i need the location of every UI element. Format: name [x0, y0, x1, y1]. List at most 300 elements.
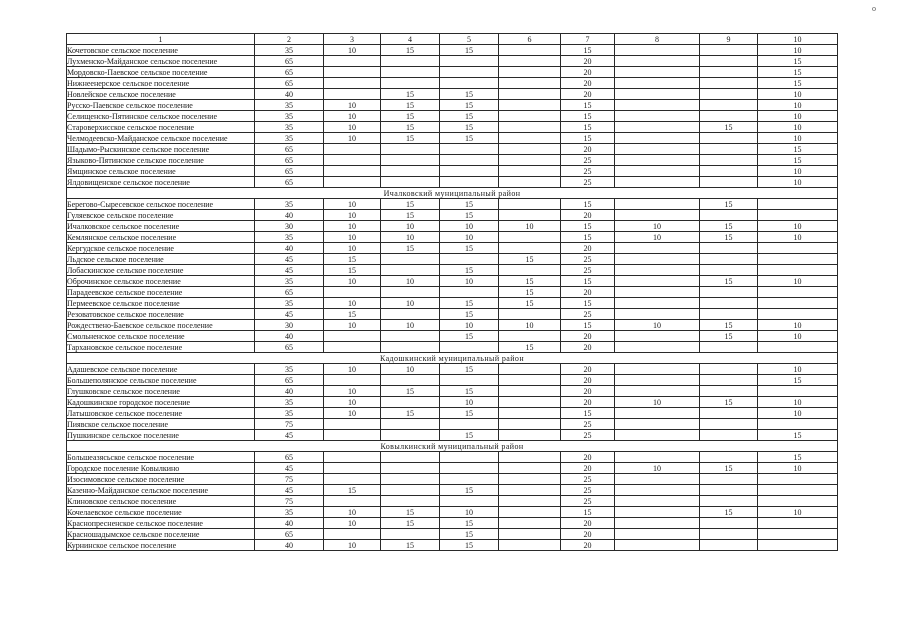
rate-cell-col-4 — [381, 496, 440, 507]
settlement-name-cell: Пиявское сельское поселение — [67, 419, 255, 430]
settlement-name-cell: Изосимовское сельское поселение — [67, 474, 255, 485]
rate-cell-col-5: 15 — [440, 485, 499, 496]
column-number-2: 2 — [255, 34, 324, 45]
rate-cell-col-2: 65 — [255, 452, 324, 463]
rate-cell-col-6 — [499, 529, 561, 540]
settlement-name-cell: Кочелаевское сельское поселение — [67, 507, 255, 518]
rate-cell-col-9: 15 — [700, 463, 758, 474]
rate-cell-col-4 — [381, 342, 440, 353]
rate-cell-col-8: 10 — [615, 397, 700, 408]
rate-cell-col-7: 15 — [561, 122, 615, 133]
rate-cell-col-6 — [499, 133, 561, 144]
settlement-name-cell: Ичалковское сельское поселение — [67, 221, 255, 232]
rate-cell-col-5: 10 — [440, 397, 499, 408]
rate-cell-col-10: 10 — [758, 89, 838, 100]
rate-cell-col-6: 15 — [499, 254, 561, 265]
rate-cell-col-9 — [700, 210, 758, 221]
settlement-name-cell: Челмодеевско-Майданское сельское поселение — [67, 133, 255, 144]
table-row — [67, 144, 838, 155]
settlement-name-cell: Селищенско-Пятинское сельское поселение — [67, 111, 255, 122]
rate-cell-col-8: 10 — [615, 463, 700, 474]
rate-cell-col-3: 10 — [324, 540, 381, 551]
rate-cell-col-4 — [381, 331, 440, 342]
rate-cell-col-10: 10 — [758, 133, 838, 144]
rate-cell-col-4: 15 — [381, 122, 440, 133]
rate-cell-col-4 — [381, 452, 440, 463]
table-row — [67, 210, 838, 221]
rate-cell-col-5: 15 — [440, 331, 499, 342]
rate-cell-col-3: 15 — [324, 265, 381, 276]
rate-cell-col-8 — [615, 529, 700, 540]
table-row — [67, 419, 838, 430]
rate-cell-col-3 — [324, 56, 381, 67]
rate-cell-col-7: 20 — [561, 518, 615, 529]
rate-cell-col-8 — [615, 364, 700, 375]
rate-cell-col-5: 15 — [440, 529, 499, 540]
rate-cell-col-2: 35 — [255, 199, 324, 210]
table-row — [67, 287, 838, 298]
rate-cell-col-9 — [700, 89, 758, 100]
settlement-name-cell: Ялдовищенское сельское поселение — [67, 177, 255, 188]
rate-cell-col-8 — [615, 111, 700, 122]
rate-cell-col-4 — [381, 463, 440, 474]
rate-cell-col-8 — [615, 452, 700, 463]
rate-cell-col-2: 35 — [255, 232, 324, 243]
rate-cell-col-2: 75 — [255, 496, 324, 507]
rate-cell-col-3 — [324, 78, 381, 89]
rate-cell-col-7: 20 — [561, 375, 615, 386]
rate-cell-col-6 — [499, 375, 561, 386]
rate-cell-col-7: 25 — [561, 309, 615, 320]
rate-cell-col-7: 15 — [561, 111, 615, 122]
rate-cell-col-4 — [381, 177, 440, 188]
table-row — [67, 309, 838, 320]
settlement-name-cell: Староверхисское сельское поселение — [67, 122, 255, 133]
table-row — [67, 243, 838, 254]
table-row — [67, 364, 838, 375]
rate-cell-col-5: 15 — [440, 199, 499, 210]
rate-cell-col-2: 45 — [255, 265, 324, 276]
rate-cell-col-2: 75 — [255, 474, 324, 485]
rate-cell-col-9 — [700, 287, 758, 298]
rate-cell-col-6: 15 — [499, 298, 561, 309]
rate-cell-col-10 — [758, 210, 838, 221]
rate-cell-col-7: 20 — [561, 56, 615, 67]
rate-cell-col-3: 15 — [324, 254, 381, 265]
rate-cell-col-3: 10 — [324, 221, 381, 232]
rate-cell-col-7: 20 — [561, 210, 615, 221]
rate-cell-col-7: 15 — [561, 276, 615, 287]
rate-cell-col-5 — [440, 342, 499, 353]
rate-cell-col-6 — [499, 155, 561, 166]
rate-cell-col-8 — [615, 386, 700, 397]
table-row — [67, 474, 838, 485]
rate-cell-col-10: 10 — [758, 166, 838, 177]
rate-cell-col-4 — [381, 287, 440, 298]
rate-cell-col-5: 15 — [440, 430, 499, 441]
table-row — [67, 386, 838, 397]
rate-cell-col-3 — [324, 529, 381, 540]
rate-cell-col-3: 10 — [324, 199, 381, 210]
settlement-name-cell: Пермеевское сельское поселение — [67, 298, 255, 309]
rate-cell-col-4: 10 — [381, 364, 440, 375]
rate-cell-col-7: 15 — [561, 320, 615, 331]
rate-cell-col-8 — [615, 243, 700, 254]
rate-cell-col-10: 10 — [758, 177, 838, 188]
rate-cell-col-4: 15 — [381, 89, 440, 100]
rate-cell-col-3: 10 — [324, 276, 381, 287]
rate-cell-col-3: 10 — [324, 507, 381, 518]
rate-cell-col-3 — [324, 430, 381, 441]
table-row — [67, 496, 838, 507]
rate-cell-col-9: 15 — [700, 232, 758, 243]
rate-cell-col-3: 10 — [324, 298, 381, 309]
table-row — [67, 507, 838, 518]
rate-cell-col-8 — [615, 507, 700, 518]
rate-cell-col-5: 10 — [440, 507, 499, 518]
rate-cell-col-10: 15 — [758, 452, 838, 463]
rate-cell-col-3 — [324, 452, 381, 463]
rate-cell-col-9 — [700, 166, 758, 177]
rate-cell-col-8 — [615, 430, 700, 441]
rate-cell-col-9 — [700, 342, 758, 353]
rate-cell-col-9 — [700, 298, 758, 309]
table-row — [67, 45, 838, 56]
rate-cell-col-7: 15 — [561, 100, 615, 111]
rate-cell-col-9 — [700, 430, 758, 441]
rate-cell-col-7: 20 — [561, 331, 615, 342]
rate-cell-col-7: 15 — [561, 507, 615, 518]
rate-cell-col-7: 25 — [561, 496, 615, 507]
rate-cell-col-5 — [440, 67, 499, 78]
rate-cell-col-10: 15 — [758, 56, 838, 67]
rate-cell-col-8 — [615, 254, 700, 265]
settlement-name-cell: Берегово-Сыресевское сельское поселение — [67, 199, 255, 210]
rate-cell-col-2: 35 — [255, 397, 324, 408]
table-row — [67, 199, 838, 210]
rate-cell-col-3 — [324, 177, 381, 188]
rate-cell-col-4 — [381, 56, 440, 67]
table-row — [67, 276, 838, 287]
rate-cell-col-5 — [440, 78, 499, 89]
rate-cell-col-6 — [499, 408, 561, 419]
rate-cell-col-2: 30 — [255, 320, 324, 331]
rate-cell-col-3: 10 — [324, 518, 381, 529]
rate-cell-col-7: 20 — [561, 342, 615, 353]
rate-cell-col-9 — [700, 452, 758, 463]
rate-cell-col-2: 75 — [255, 419, 324, 430]
rate-cell-col-2: 65 — [255, 67, 324, 78]
column-number-6: 6 — [499, 34, 561, 45]
settlement-name-cell: Языково-Пятинское сельское поселение — [67, 155, 255, 166]
rate-cell-col-9 — [700, 243, 758, 254]
rate-cell-col-2: 65 — [255, 287, 324, 298]
rate-cell-col-9: 15 — [700, 397, 758, 408]
rate-cell-col-5 — [440, 177, 499, 188]
rate-cell-col-8 — [615, 122, 700, 133]
settlement-name-cell: Кергудское сельское поселение — [67, 243, 255, 254]
table-row — [67, 408, 838, 419]
rate-cell-col-8 — [615, 144, 700, 155]
rate-cell-col-2: 45 — [255, 430, 324, 441]
rate-cell-col-4: 10 — [381, 320, 440, 331]
rate-cell-col-6 — [499, 177, 561, 188]
rate-cell-col-5: 10 — [440, 221, 499, 232]
rate-cell-col-5: 15 — [440, 309, 499, 320]
rate-cell-col-5: 15 — [440, 265, 499, 276]
table-row — [67, 463, 838, 474]
settlement-name-cell: Городское поселение Ковылкино — [67, 463, 255, 474]
settlement-name-cell: Кадошкинское городское поселение — [67, 397, 255, 408]
rate-cell-col-9 — [700, 265, 758, 276]
rate-cell-col-9: 15 — [700, 122, 758, 133]
rate-cell-col-9 — [700, 78, 758, 89]
rate-cell-col-8 — [615, 199, 700, 210]
rate-cell-col-9: 15 — [700, 199, 758, 210]
rate-cell-col-10: 10 — [758, 232, 838, 243]
rate-cell-col-5: 15 — [440, 364, 499, 375]
rate-cell-col-7: 20 — [561, 78, 615, 89]
settlement-name-cell: Глушковское сельское поселение — [67, 386, 255, 397]
rate-cell-col-10 — [758, 199, 838, 210]
rate-cell-col-10: 10 — [758, 45, 838, 56]
district-heading: Кадошкинский муниципальный район — [67, 353, 838, 364]
settlement-name-cell: Латышовское сельское поселение — [67, 408, 255, 419]
rate-cell-col-4 — [381, 166, 440, 177]
column-number-4: 4 — [381, 34, 440, 45]
settlement-name-cell: Шадымо-Рыскинское сельское поселение — [67, 144, 255, 155]
rate-cell-col-6 — [499, 518, 561, 529]
rate-cell-col-2: 65 — [255, 78, 324, 89]
rate-cell-col-7: 25 — [561, 155, 615, 166]
rate-cell-col-10: 15 — [758, 155, 838, 166]
rate-cell-col-5: 15 — [440, 408, 499, 419]
rate-cell-col-2: 35 — [255, 364, 324, 375]
rate-cell-col-6 — [499, 89, 561, 100]
rate-cell-col-10 — [758, 474, 838, 485]
rate-cell-col-3: 10 — [324, 397, 381, 408]
rate-cell-col-5: 15 — [440, 122, 499, 133]
rate-cell-col-9 — [700, 67, 758, 78]
rate-cell-col-5 — [440, 452, 499, 463]
rate-cell-col-6 — [499, 309, 561, 320]
rate-cell-col-8 — [615, 309, 700, 320]
rate-cell-col-7: 15 — [561, 221, 615, 232]
rate-cell-col-6 — [499, 232, 561, 243]
rate-cell-col-7: 20 — [561, 243, 615, 254]
rate-cell-col-9 — [700, 45, 758, 56]
rate-cell-col-5: 10 — [440, 232, 499, 243]
rate-cell-col-3: 10 — [324, 210, 381, 221]
settlement-name-cell: Краснопресненское сельское поселение — [67, 518, 255, 529]
rate-cell-col-3: 10 — [324, 133, 381, 144]
rate-cell-col-8 — [615, 419, 700, 430]
rate-cell-col-8 — [615, 331, 700, 342]
rate-cell-col-2: 35 — [255, 298, 324, 309]
rate-cell-col-5: 15 — [440, 540, 499, 551]
rate-cell-col-7: 15 — [561, 408, 615, 419]
rate-cell-col-7: 20 — [561, 529, 615, 540]
table-row — [67, 155, 838, 166]
rate-cell-col-5 — [440, 496, 499, 507]
rate-cell-col-3 — [324, 342, 381, 353]
rate-cell-col-8 — [615, 496, 700, 507]
rate-cell-col-7: 20 — [561, 386, 615, 397]
rate-cell-col-9 — [700, 518, 758, 529]
rate-cell-col-5 — [440, 56, 499, 67]
rate-cell-col-6 — [499, 364, 561, 375]
rate-cell-col-4: 15 — [381, 111, 440, 122]
rate-cell-col-6 — [499, 419, 561, 430]
rate-cell-col-9: 15 — [700, 331, 758, 342]
table-row — [67, 397, 838, 408]
rate-cell-col-3: 10 — [324, 408, 381, 419]
rate-cell-col-10 — [758, 518, 838, 529]
rate-cell-col-7: 25 — [561, 485, 615, 496]
rate-cell-col-2: 35 — [255, 133, 324, 144]
rate-cell-col-10: 10 — [758, 276, 838, 287]
rate-cell-col-5 — [440, 287, 499, 298]
rate-cell-col-2: 45 — [255, 309, 324, 320]
rate-cell-col-7: 15 — [561, 133, 615, 144]
rate-cell-col-6 — [499, 78, 561, 89]
district-heading-row — [67, 441, 838, 452]
settlement-name-cell: Льдское сельское поселение — [67, 254, 255, 265]
rate-cell-col-10 — [758, 287, 838, 298]
rate-cell-col-8 — [615, 155, 700, 166]
rate-cell-col-4: 10 — [381, 276, 440, 287]
rate-cell-col-2: 65 — [255, 177, 324, 188]
rate-cell-col-4 — [381, 67, 440, 78]
rate-cell-col-2: 45 — [255, 463, 324, 474]
rate-cell-col-9 — [700, 364, 758, 375]
rate-cell-col-6 — [499, 496, 561, 507]
rate-cell-col-6 — [499, 166, 561, 177]
rate-cell-col-6: 15 — [499, 287, 561, 298]
table-row — [67, 111, 838, 122]
rate-cell-col-9 — [700, 144, 758, 155]
rate-cell-col-9 — [700, 111, 758, 122]
settlement-name-cell: Лобаскинское сельское поселение — [67, 265, 255, 276]
rate-cell-col-4 — [381, 254, 440, 265]
rate-cell-col-8 — [615, 342, 700, 353]
rate-cell-col-8 — [615, 276, 700, 287]
rate-cell-col-3 — [324, 496, 381, 507]
rate-cell-col-4 — [381, 78, 440, 89]
settlement-name-cell: Большеазясьское сельское поселение — [67, 452, 255, 463]
rate-cell-col-10 — [758, 254, 838, 265]
rate-cell-col-8 — [615, 408, 700, 419]
rate-cell-col-10: 10 — [758, 364, 838, 375]
rate-cell-col-8 — [615, 56, 700, 67]
rate-cell-col-4: 15 — [381, 45, 440, 56]
rate-cell-col-2: 30 — [255, 221, 324, 232]
rate-cell-col-4: 10 — [381, 232, 440, 243]
rate-cell-col-8 — [615, 540, 700, 551]
rate-cell-col-8: 10 — [615, 232, 700, 243]
rate-cell-col-3: 10 — [324, 232, 381, 243]
rate-cell-col-6 — [499, 331, 561, 342]
rate-cell-col-6: 15 — [499, 276, 561, 287]
district-heading-row — [67, 353, 838, 364]
rate-cell-col-4: 15 — [381, 133, 440, 144]
table-row — [67, 56, 838, 67]
rate-cell-col-8 — [615, 45, 700, 56]
rate-cell-col-3: 10 — [324, 45, 381, 56]
district-heading-row — [67, 188, 838, 199]
rate-cell-col-6 — [499, 100, 561, 111]
rate-cell-col-2: 65 — [255, 529, 324, 540]
rate-cell-col-2: 35 — [255, 122, 324, 133]
rate-cell-col-8 — [615, 298, 700, 309]
table-row — [67, 320, 838, 331]
rate-cell-col-4 — [381, 265, 440, 276]
settlement-name-cell: Нижнеенерское сельское поселение — [67, 78, 255, 89]
rate-cell-col-5: 15 — [440, 386, 499, 397]
settlement-name-cell: Пушкинское сельское поселение — [67, 430, 255, 441]
rate-cell-col-2: 65 — [255, 166, 324, 177]
rate-cell-col-10 — [758, 485, 838, 496]
rate-cell-col-4: 15 — [381, 243, 440, 254]
rate-cell-col-6 — [499, 67, 561, 78]
rate-cell-col-9 — [700, 155, 758, 166]
rate-cell-col-8 — [615, 210, 700, 221]
rate-cell-col-2: 40 — [255, 518, 324, 529]
rate-cell-col-3: 10 — [324, 111, 381, 122]
table-row — [67, 375, 838, 386]
table-row — [67, 540, 838, 551]
rate-cell-col-6 — [499, 452, 561, 463]
rate-cell-col-8 — [615, 265, 700, 276]
rate-cell-col-4 — [381, 529, 440, 540]
rate-cell-col-6 — [499, 199, 561, 210]
rate-cell-col-4: 15 — [381, 210, 440, 221]
rate-cell-col-9 — [700, 375, 758, 386]
rate-cell-col-3 — [324, 331, 381, 342]
table-row — [67, 78, 838, 89]
rate-cell-col-10: 15 — [758, 144, 838, 155]
settlement-name-cell: Оброчинское сельское поселение — [67, 276, 255, 287]
rate-cell-col-2: 40 — [255, 210, 324, 221]
settlement-name-cell: Курнинское сельское поселение — [67, 540, 255, 551]
rate-cell-col-10 — [758, 265, 838, 276]
settlement-name-cell: Адашевское сельское поселение — [67, 364, 255, 375]
rate-cell-col-5: 15 — [440, 89, 499, 100]
rate-cell-col-7: 20 — [561, 89, 615, 100]
rate-cell-col-3 — [324, 89, 381, 100]
rate-cell-col-2: 35 — [255, 100, 324, 111]
rate-cell-col-9 — [700, 540, 758, 551]
settlement-name-cell: Русско-Паевское сельское поселение — [67, 100, 255, 111]
rate-cell-col-6 — [499, 386, 561, 397]
district-heading: Ковылкинский муниципальный район — [67, 441, 838, 452]
rate-cell-col-10: 10 — [758, 221, 838, 232]
rate-cell-col-4: 10 — [381, 298, 440, 309]
column-number-1: 1 — [67, 34, 255, 45]
column-number-10: 10 — [758, 34, 838, 45]
rate-cell-col-10: 10 — [758, 507, 838, 518]
rate-cell-col-7: 25 — [561, 265, 615, 276]
rate-cell-col-2: 65 — [255, 144, 324, 155]
rate-cell-col-3 — [324, 144, 381, 155]
rate-cell-col-10 — [758, 298, 838, 309]
rate-cell-col-6 — [499, 111, 561, 122]
rate-cell-col-3 — [324, 419, 381, 430]
rate-cell-col-8 — [615, 287, 700, 298]
rate-cell-col-4 — [381, 155, 440, 166]
rate-cell-col-4: 10 — [381, 221, 440, 232]
settlement-name-cell: Кемлянское сельское поселение — [67, 232, 255, 243]
